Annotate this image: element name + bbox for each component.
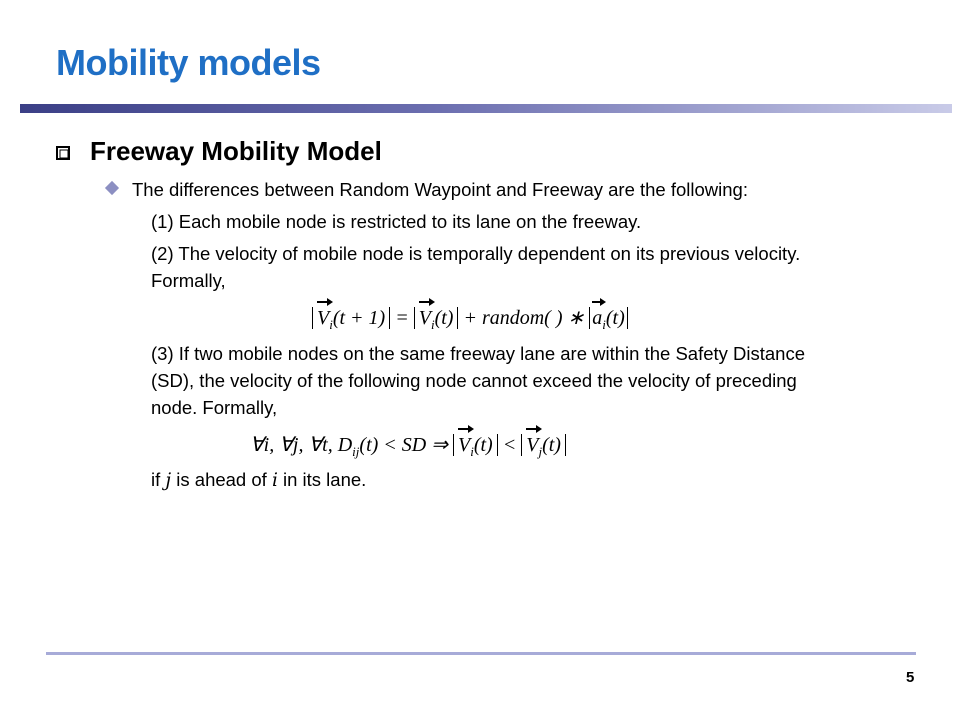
sub-bullet-text: The differences between Random Waypoint and Freeway are the following: — [132, 179, 748, 200]
safety-distance-equation: ∀i, ∀j, ∀t, $D_{ij}(t)$ < SD ⇒ V $_i$(t) < V $_j$(t) — [250, 432, 566, 460]
vector-vj: V — [526, 434, 538, 457]
title-underline-bar — [20, 104, 952, 113]
slide-title: Mobility models — [56, 42, 321, 83]
abs-lhs: V $_i$(t + 1) — [312, 307, 390, 329]
item-3-line-3: node. Formally, — [151, 397, 278, 418]
abs-vi: V $_i$(t) — [453, 434, 498, 456]
diamond-bullet-icon — [105, 181, 119, 195]
hollow-square-bullet-icon — [56, 146, 70, 160]
item-2-line-2: Formally, — [151, 270, 226, 291]
abs-rhs: V $_i$(t) — [414, 307, 459, 329]
velocity-update-equation — [312, 305, 628, 333]
item-2-line-1: (2) The velocity of mobile node is temporally dependent on its previous velocity. — [151, 243, 801, 264]
abs-vj: V $_j$(t) — [521, 434, 566, 456]
item-3-line-1: (3) If two mobile nodes on the same freeway lane are within the Safety Distance — [151, 343, 806, 364]
equals-sign: = — [390, 307, 414, 329]
vector-a: a — [592, 307, 602, 330]
vector-v-lhs: V — [317, 307, 329, 330]
random-term: + random( ) ∗ — [458, 307, 590, 329]
section-heading: Freeway Mobility Model — [90, 136, 382, 166]
page-number: 5 — [906, 669, 915, 686]
abs-accel: a $_i$(t) — [589, 307, 628, 329]
closing-line: if j is ahead of i in its lane. — [151, 469, 367, 491]
item-3-line-2: (SD), the velocity of the following node cannot exceed the velocity of preceding — [151, 370, 797, 391]
vector-v-rhs: V — [419, 307, 431, 330]
footer-divider — [46, 652, 916, 655]
vector-vi: V — [458, 434, 470, 457]
item-1-text: (1) Each mobile node is restricted to its lane on the freeway. — [151, 211, 642, 232]
